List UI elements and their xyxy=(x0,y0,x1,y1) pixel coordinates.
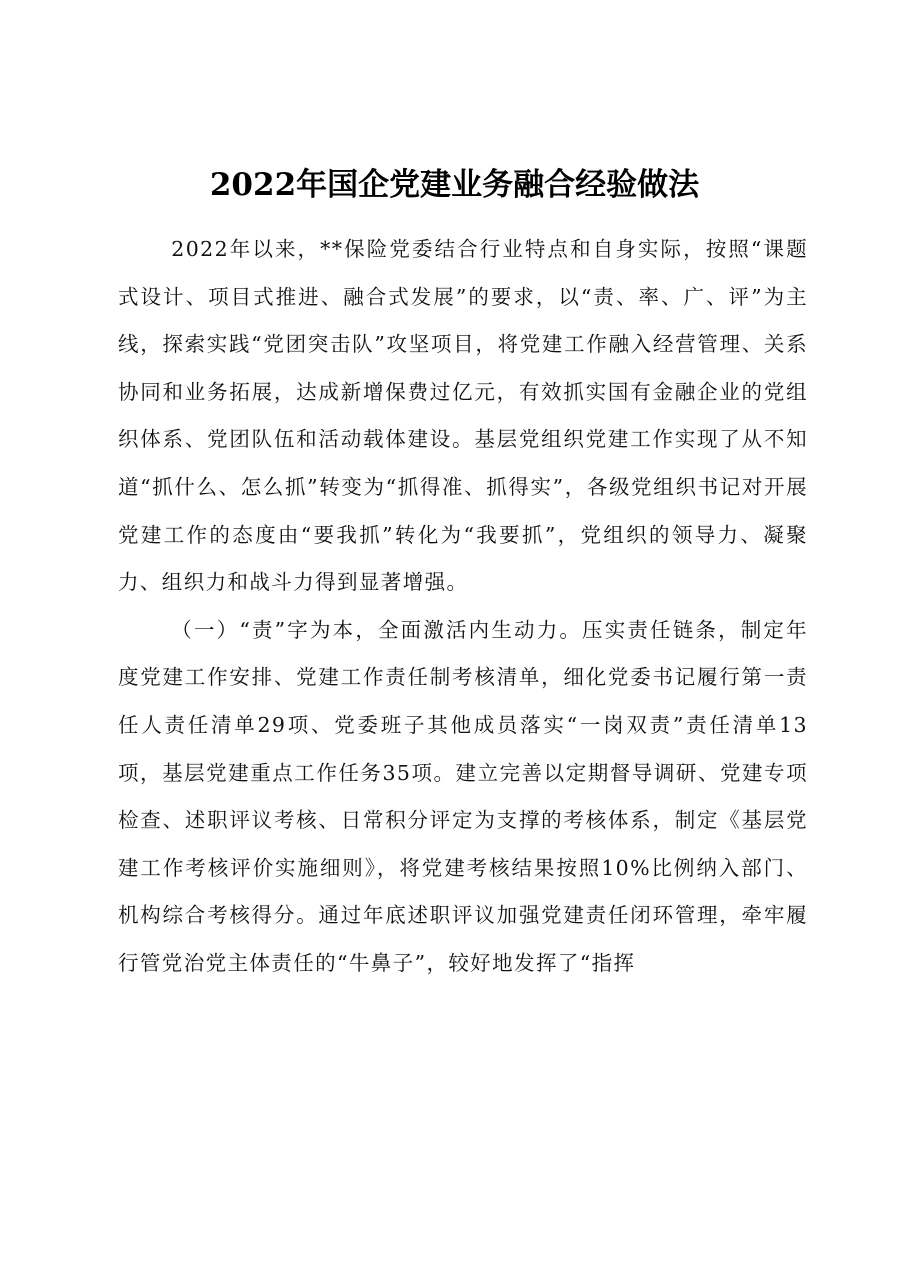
paragraph-section-1: （一）“责”字为本，全面激活内生动力。压实责任链条，制定年度党建工作安排、党建工作责任制考核清单，细化党委书记履行第一责任人责任清单29项、党委班子其他成员落实“一岗双责”责任清单13项，基层党建重点工作任务35项。建立完善以定期督导调研、党建专项检查、述职评议考核、日常积分评定为支撑的考核体系，制定《基层党建工作考核评价实施细则》，将党建考核结果按照10%比例纳入部门、机构综合考核得分。通过年底述职评议加强党建责任闭环管理，牵牢履行管党治党主体责任的“牛鼻子”，较好地发挥了“指挥 xyxy=(118,617,808,975)
document-body xyxy=(118,226,808,988)
paragraph-intro: 2022年以来，**保险党委结合行业特点和自身实际，按照“课题式设计、项目式推进、融合式发展”的要求，以“责、率、广、评”为主线，探索实践“党团突击队”攻坚项目，将党建工作融入经营管理、关系协同和业务拓展，达成新增保费过亿元，有效抓实国有金融企业的党组织体系、党团队伍和活动载体建设。基层党组织党建工作实现了从不知道“抓什么、怎么抓”转变为“抓得准、抓得实”，各级党组织书记对开展党建工作的态度由“要我抓”转化为“我要抓”，党组织的领导力、凝聚力、组织力和战斗力得到显著增强。 xyxy=(118,237,808,595)
document-title: 2022年国企党建业务融合经验做法 xyxy=(209,167,700,203)
